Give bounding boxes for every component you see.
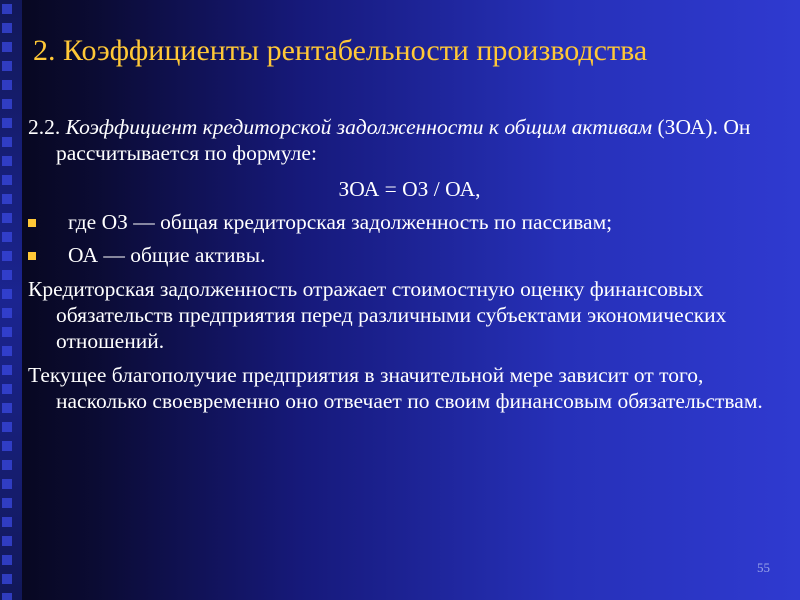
decorative-square (2, 327, 12, 337)
decorative-square (2, 118, 12, 128)
slide-title: 2. Коэффициенты рентабельности производства (33, 34, 648, 67)
bullet-text: где ОЗ — общая кредиторская задолженность по пассивам; (68, 210, 613, 234)
decorative-square (2, 42, 12, 52)
decorative-square (2, 175, 12, 185)
decorative-square (2, 213, 12, 223)
bullet-item (28, 209, 773, 235)
intro-paragraph (28, 114, 773, 166)
decorative-square (2, 232, 12, 242)
paragraph-creditor-debt: Кредиторская задолженность отражает стоимостную оценку финансовых обязательств предприятия перед различными субъектами экономических отношений. (28, 277, 727, 353)
decorative-square (2, 61, 12, 71)
decorative-square (2, 251, 12, 261)
decorative-square (2, 403, 12, 413)
intro-number: 2.2. (28, 115, 61, 139)
decorative-square (2, 365, 12, 375)
intro-italic-text: Коэффициент кредиторской задолженности к общим активам (65, 115, 653, 139)
decorative-square (2, 479, 12, 489)
decorative-square (2, 536, 12, 546)
decorative-square (2, 156, 12, 166)
decorative-squares (2, 0, 20, 600)
paragraph-current-wellbeing: Текущее благополучие предприятия в значительной мере зависит от того, насколько своевременно оно отвечает по своим финансовым обязательствам. (28, 363, 763, 413)
decorative-square (2, 4, 12, 14)
decorative-square (2, 593, 12, 600)
decorative-square (2, 422, 12, 432)
decorative-square (2, 460, 12, 470)
decorative-square (2, 80, 12, 90)
slide-content (28, 114, 773, 414)
decorative-square (2, 194, 12, 204)
bullet-square-icon (28, 219, 36, 227)
decorative-square (2, 99, 12, 109)
decorative-square (2, 517, 12, 527)
decorative-square (2, 137, 12, 147)
formula: ЗОА = ОЗ / ОА, (338, 177, 481, 201)
decorative-square (2, 23, 12, 33)
decorative-square (2, 574, 12, 584)
bullet-item (28, 242, 773, 268)
bullet-square-icon (28, 252, 36, 260)
decorative-square (2, 346, 12, 356)
decorative-square (2, 308, 12, 318)
intro-text: (ЗОА). Он рассчитывается по формуле: (56, 115, 751, 165)
decorative-square (2, 555, 12, 565)
decorative-square (2, 384, 12, 394)
slide-number: 55 (757, 560, 770, 575)
bullet-text: ОА — общие активы. (68, 243, 266, 267)
decorative-square (2, 498, 12, 508)
decorative-square (2, 441, 12, 451)
decorative-square (2, 289, 12, 299)
decorative-square (2, 270, 12, 280)
